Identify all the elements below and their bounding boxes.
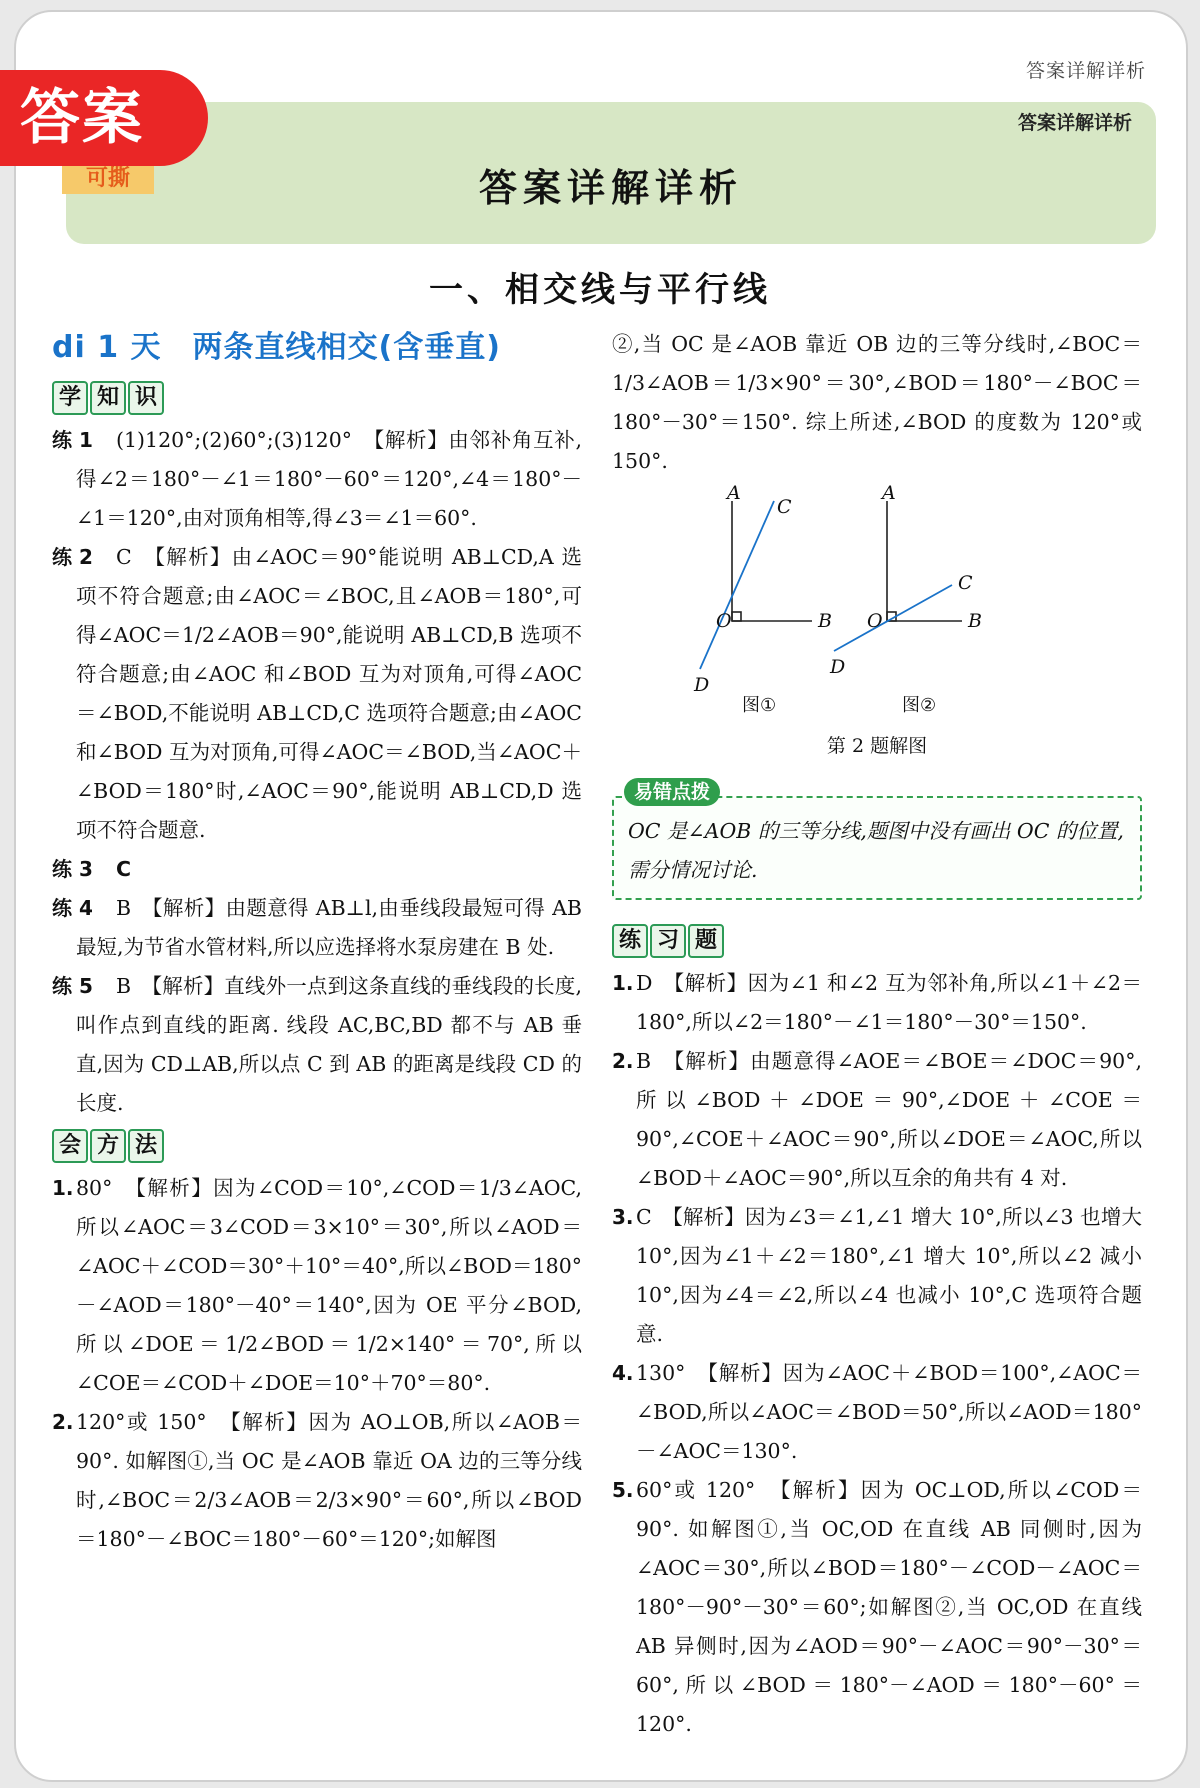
item-text: C bbox=[116, 857, 132, 881]
item-text: 80° 【解析】因为∠COD＝10°,∠COD＝1/3∠AOC,所以∠AOC＝3∠COD＝3×10°＝30°,所以∠AOD＝∠AOC＋∠COD＝30°＋10°＝40°,所以∠BOD＝180°－∠AOD＝180°－40°＝140°,因为 OE 平分∠BOD,所以∠DOE＝1/2∠BOD＝1/2×140°＝70°,所以∠COE＝∠COD＋∠DOE＝10°＋70°＝80°. bbox=[76, 1176, 582, 1395]
item-text: (1)120°;(2)60°;(3)120° 【解析】由邻补角互补,得∠2＝180°－∠1＝180°－60°＝120°,∠4＝180°－∠1＝120°,由对顶角相等,得∠3＝∠1＝60°. bbox=[76, 428, 582, 530]
tear-off-stamp: 可撕 bbox=[62, 164, 154, 194]
item-text: C 【解析】因为∠3＝∠1,∠1 增大 10°,所以∠3 也增大 10°,因为∠1＋∠2＝180°,∠1 增大 10°,所以∠2 减小 10°,因为∠4＝∠2,所以∠4 也减小 10°,C 选项符合题意. bbox=[636, 1205, 1142, 1346]
item-text: 60°或 120° 【解析】因为 OC⊥OD,所以∠COD＝90°. 如解图①,当 OC,OD 在直线 AB 同侧时,因为∠AOC＝30°,所以∠BOD＝180°－∠COD－∠AOC＝180°－90°－30°＝60°;如解图②,当 OC,OD 在直线 AB 异侧时,因为∠AOD＝90°－∠AOC＝90°－30°＝60°,所以∠BOD＝180°－∠AOD＝180°－60°＝120°. bbox=[636, 1478, 1142, 1736]
section-practice-heading bbox=[612, 924, 726, 958]
item-label: 5. bbox=[612, 1478, 634, 1502]
tip-label: 易错点拨 bbox=[624, 778, 720, 806]
label-a-fig2: A bbox=[882, 482, 896, 504]
item-label: 3. bbox=[612, 1205, 634, 1229]
section-heading-char: 题 bbox=[688, 924, 724, 958]
label-d-fig1: D bbox=[694, 674, 710, 696]
list-item bbox=[612, 1471, 1142, 1744]
figure-1-caption: 图① bbox=[742, 695, 777, 716]
list-item bbox=[52, 967, 582, 1123]
item-label: 2. bbox=[52, 1410, 74, 1434]
item-label: 练 1 bbox=[52, 428, 93, 452]
banner-small-label: 答案详解详析 bbox=[1017, 112, 1132, 134]
item-label: 1. bbox=[612, 971, 634, 995]
item-label: 练 4 bbox=[52, 896, 93, 920]
list-item bbox=[612, 964, 1142, 1042]
figure-svg bbox=[612, 481, 1142, 731]
section-learn-heading bbox=[52, 381, 166, 415]
label-c-fig2: C bbox=[958, 572, 973, 594]
section-heading-char: 练 bbox=[612, 924, 648, 958]
line-cd-fig1 bbox=[700, 501, 774, 669]
figure-2-caption: 图② bbox=[902, 695, 937, 716]
banner-title: 答案详解详析 bbox=[478, 166, 743, 210]
label-o-fig1: O bbox=[716, 610, 732, 632]
tip-box bbox=[612, 781, 1142, 900]
list-item bbox=[52, 538, 582, 850]
header-banner bbox=[66, 102, 1156, 244]
list-item bbox=[612, 1198, 1142, 1354]
item-text: 130° 【解析】因为∠AOC＋∠BOD＝100°,∠AOC＝∠BOD,所以∠AOC＝∠BOD＝50°,所以∠AOD＝180°－∠AOC＝130°. bbox=[636, 1361, 1142, 1463]
item-label: 练 3 bbox=[52, 857, 93, 881]
section-heading-char: 方 bbox=[90, 1129, 126, 1163]
method-list bbox=[52, 1169, 582, 1559]
list-item bbox=[52, 889, 582, 967]
item-text: B 【解析】由题意得∠AOE＝∠BOE＝∠DOC＝90°,所以∠BOD＋∠DOE＝90°,∠DOE＋∠COE＝90°,∠COE＋∠AOC＝90°,所以∠DOE＝∠AOC,所以∠BOD＋∠AOC＝90°,所以互余的角共有 4 对. bbox=[636, 1049, 1142, 1190]
label-b-fig2: B bbox=[968, 610, 982, 632]
section-heading-char: 习 bbox=[650, 924, 686, 958]
item-text: C 【解析】由∠AOC＝90°能说明 AB⊥CD,A 选项不符合题意;由∠AOC＝∠BOC,且∠AOB＝180°,可得∠AOC＝1/2∠AOB＝90°,能说明 AB⊥CD,B 选项不符合题意;由∠AOC 和∠BOD 互为对顶角,可得∠AOC＝∠BOD,不能说明 AB⊥CD,C 选项符合题意;由∠AOC 和∠BOD 互为对顶角,可得∠AOC＝∠BOD,当∠AOC＋∠BOD＝180°时,∠AOC＝90°,能说明 AB⊥CD,D 选项不符合题意. bbox=[76, 545, 582, 842]
answer-badge: 答案 bbox=[0, 70, 208, 166]
left-column bbox=[52, 325, 582, 1559]
section-heading-char: 会 bbox=[52, 1129, 88, 1163]
corner-label: 答案详解详析 bbox=[1025, 60, 1146, 82]
list-item bbox=[52, 1169, 582, 1403]
item-text: B 【解析】直线外一点到这条直线的垂线段的长度,叫作点到直线的距离. 线段 AC,BC,BD 都不与 AB 垂直,因为 CD⊥AB,所以点 C 到 AB 的距离是线段 CD 的长度. bbox=[76, 974, 582, 1115]
tip-text: OC 是∠AOB 的三等分线,题图中没有画出 OC 的位置,需分情况讨论. bbox=[628, 819, 1124, 882]
right-angle-mark-fig1 bbox=[732, 612, 741, 621]
line-cd-fig2 bbox=[834, 585, 952, 651]
item-text: B 【解析】由题意得 AB⊥l,由垂线段最短可得 AB 最短,为节省水管材料,所以应选择将水泵房建在 B 处. bbox=[76, 896, 582, 959]
chapter-title: 一、相交线与平行线 bbox=[429, 270, 771, 310]
item-label: 4. bbox=[612, 1361, 634, 1385]
list-item bbox=[52, 421, 582, 538]
figure-caption: 第 2 题解图 bbox=[826, 735, 928, 757]
continued-solution: ②,当 OC 是∠AOB 靠近 OB 边的三等分线时,∠BOC＝1/3∠AOB＝1/3×90°＝30°,∠BOD＝180°－∠BOC＝180°－30°＝150°. 综上所述,∠BOD 的度数为 120°或 150°. bbox=[612, 332, 1142, 473]
day-title: di 1 天 两条直线相交(含垂直) bbox=[52, 330, 501, 365]
section-heading-char: 识 bbox=[128, 381, 164, 415]
label-o-fig2: O bbox=[867, 610, 883, 632]
list-item bbox=[612, 1042, 1142, 1198]
item-label: 练 2 bbox=[52, 545, 93, 569]
item-label: 1. bbox=[52, 1176, 74, 1200]
list-item bbox=[612, 1354, 1142, 1471]
solution-figures bbox=[612, 481, 1142, 731]
list-item bbox=[52, 850, 582, 889]
section-method-heading bbox=[52, 1129, 166, 1163]
label-c-fig1: C bbox=[777, 496, 792, 518]
item-text: 120°或 150° 【解析】因为 AO⊥OB,所以∠AOB＝90°. 如解图①,当 OC 是∠AOB 靠近 OA 边的三等分线时,∠BOC＝2/3∠AOB＝2/3×90°＝60°,所以∠BOD＝180°－∠BOC＝180°－60°＝120°;如解图 bbox=[76, 1410, 582, 1551]
item-label: 练 5 bbox=[52, 974, 93, 998]
label-a-fig1: A bbox=[727, 482, 741, 504]
section-heading-char: 知 bbox=[90, 381, 126, 415]
practice-list bbox=[612, 964, 1142, 1744]
item-label: 2. bbox=[612, 1049, 634, 1073]
label-b-fig1: B bbox=[818, 610, 832, 632]
label-d-fig2: D bbox=[830, 656, 846, 678]
right-column bbox=[612, 325, 1142, 1744]
item-text: D 【解析】因为∠1 和∠2 互为邻补角,所以∠1＋∠2＝180°,所以∠2＝180°－∠1＝180°－30°＝150°. bbox=[636, 971, 1142, 1034]
learn-list bbox=[52, 421, 582, 1123]
section-heading-char: 法 bbox=[128, 1129, 164, 1163]
section-heading-char: 学 bbox=[52, 381, 88, 415]
list-item bbox=[52, 1403, 582, 1559]
